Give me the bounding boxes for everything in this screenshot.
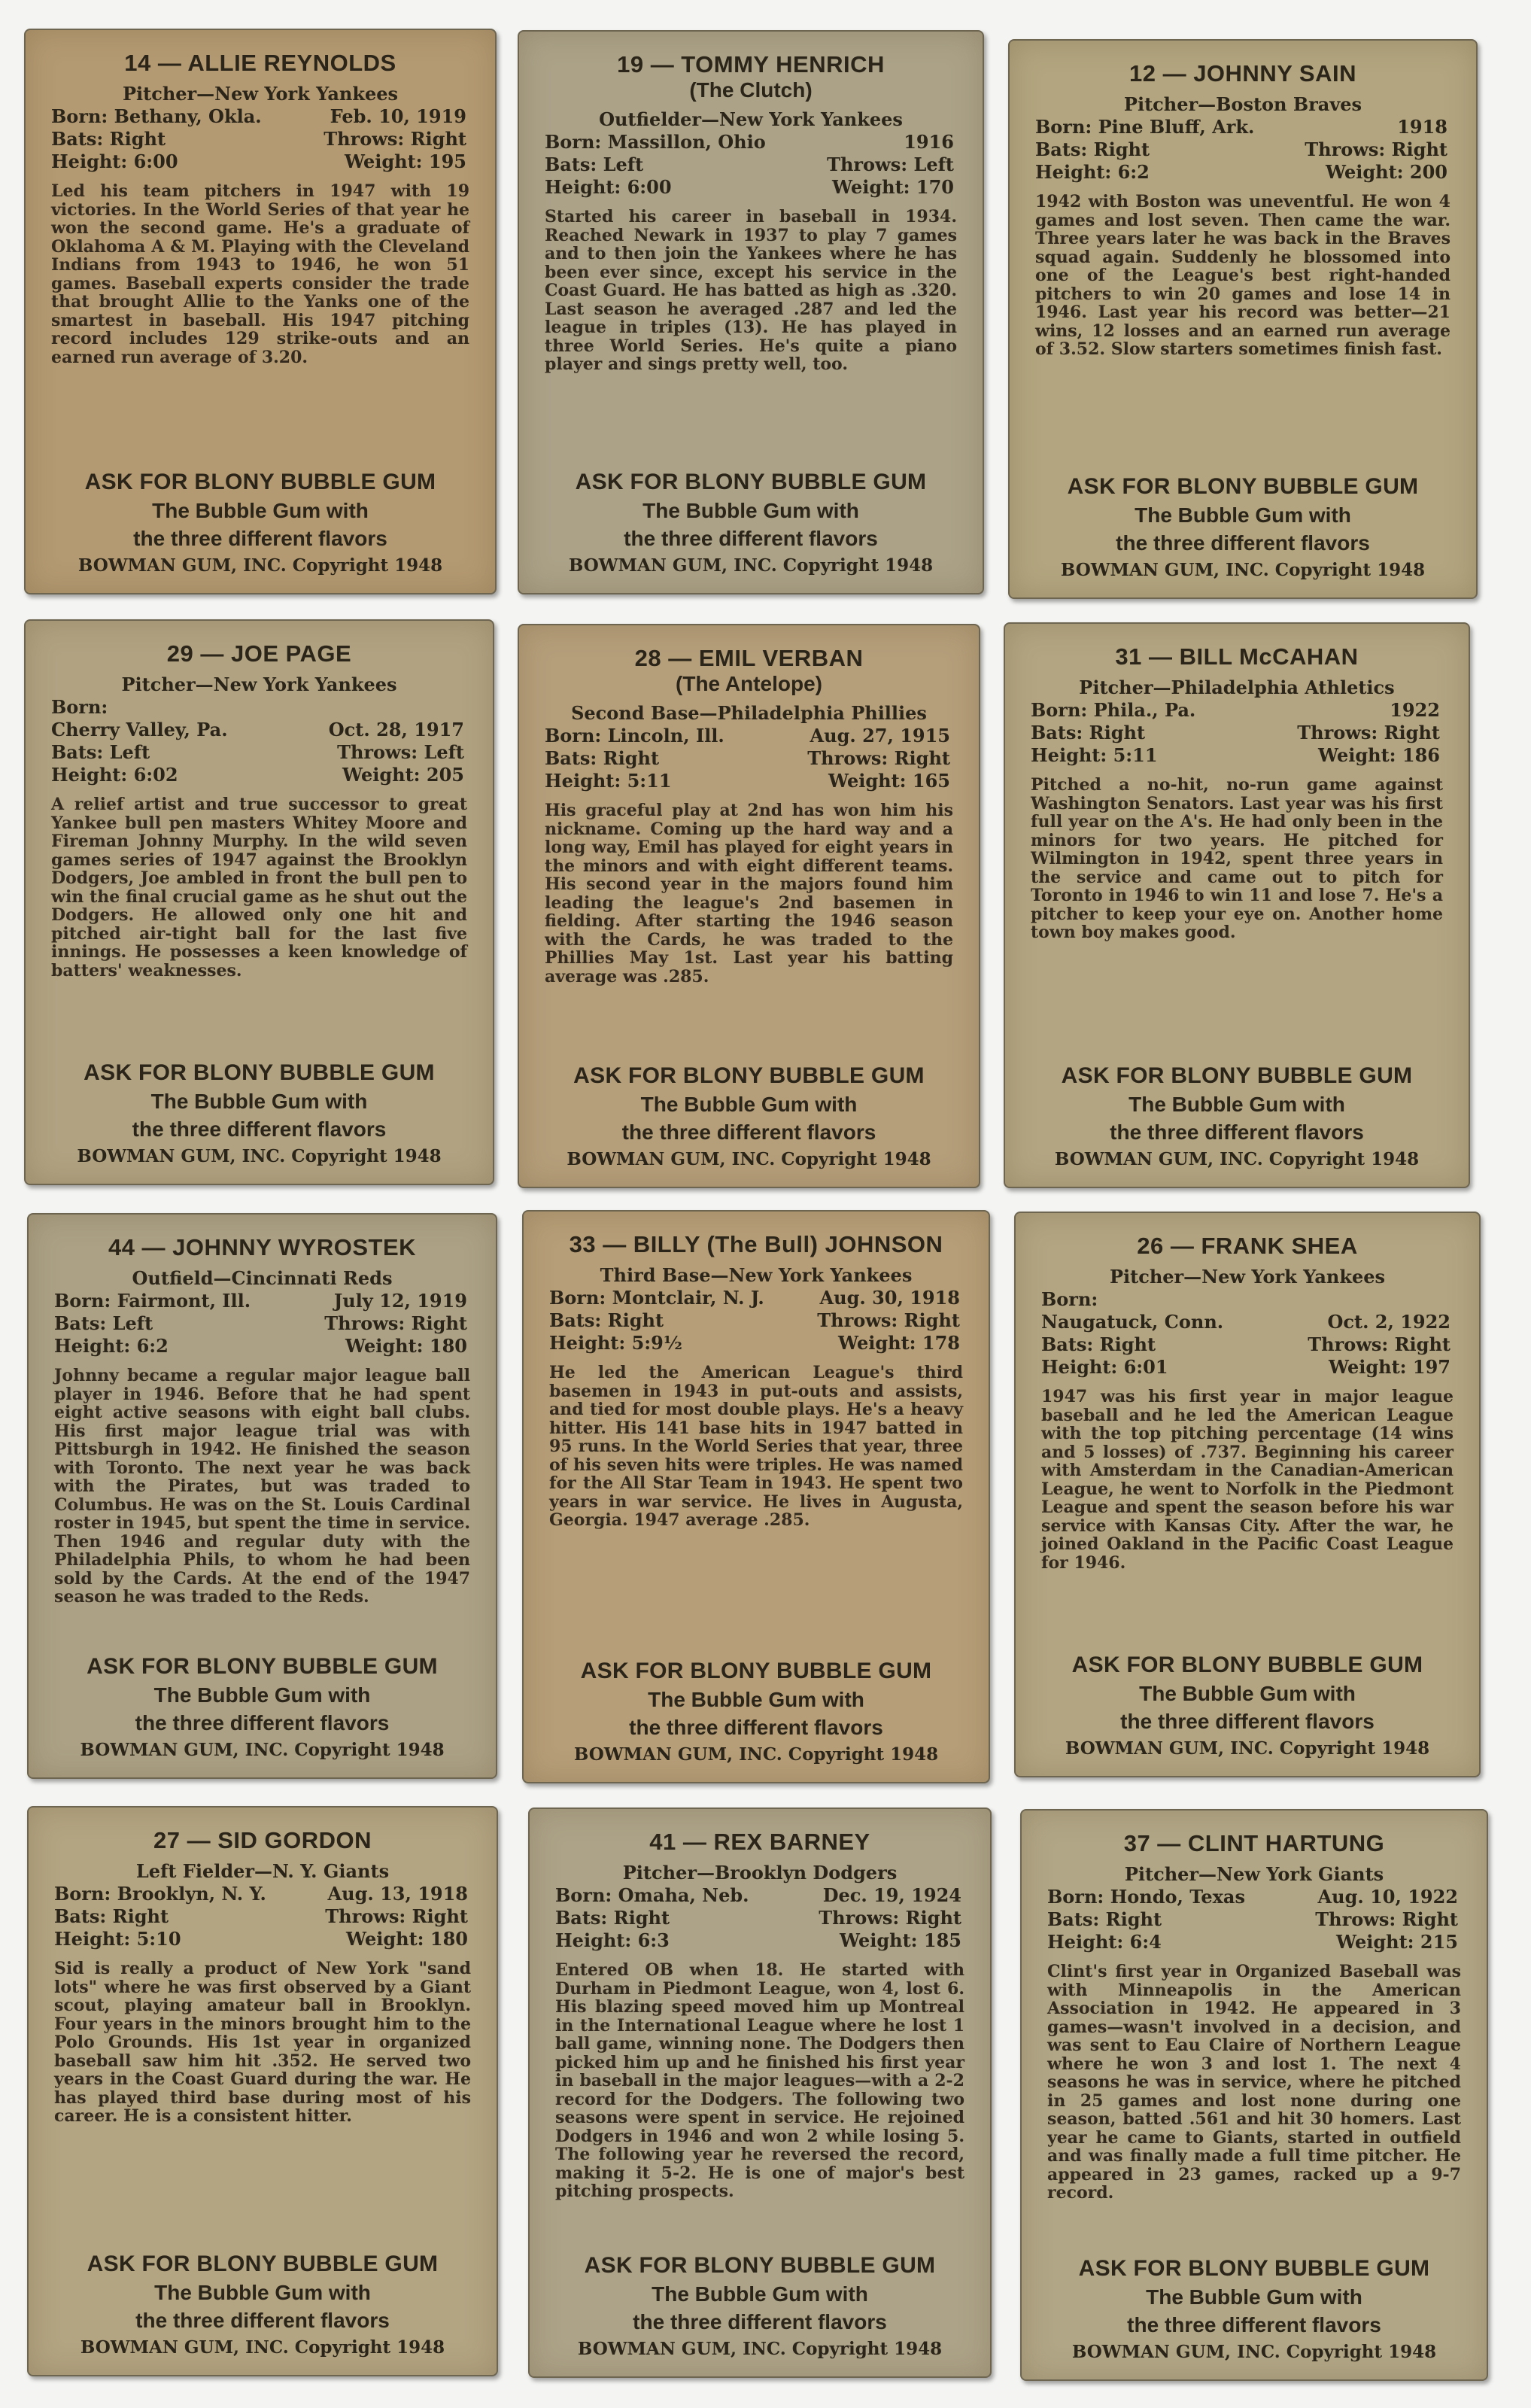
ad-headline: ASK FOR BLONY BUBBLE GUM (84, 470, 436, 494)
height-weight-row (1035, 161, 1451, 184)
born-label: Born: (51, 696, 108, 718)
bats-value: Bats: Right (51, 128, 166, 150)
born-date: 1918 (1397, 116, 1447, 138)
ad-headline: ASK FOR BLONY BUBBLE GUM (584, 2253, 936, 2278)
card-bio: 1947 was his first year in major league baseball and he led the American League with the top pitching percentage (14 wins and 5 losses) of .737. Beginning his career with Amsterdam in the Canadian-American League, he went to Norfolk in the Piedmont League and spent the season before his war service with Kansas City. After the war, he joined Oakland in the Pacific Coast League for 1946. (1041, 1387, 1454, 1573)
height-value: Height: 6:01 (1041, 1356, 1168, 1378)
ad-line-2: the three different flavors (135, 1711, 390, 1735)
weight-value: Weight: 205 (342, 764, 464, 786)
born-row (555, 1884, 964, 1907)
card-nickname: (The Clutch) (689, 78, 813, 102)
card-title: 29 — JOE PAGE (166, 640, 352, 667)
bats-throws-row (1035, 138, 1451, 161)
born-row (54, 1883, 471, 1905)
bats-throws-row (545, 154, 957, 176)
copyright-line: BOWMAN GUM, INC. Copyright 1948 (77, 1146, 442, 1166)
baseball-card-10 (27, 1806, 498, 2376)
height-weight-row (555, 1929, 964, 1952)
height-weight-row (54, 1928, 471, 1950)
throws-value: Throws: Right (817, 1309, 960, 1331)
card-footer (1035, 461, 1451, 582)
born-row (1031, 699, 1443, 722)
height-weight-row (549, 1332, 963, 1354)
height-value: Height: 5:11 (1031, 744, 1158, 766)
born-date: Dec. 19, 1924 (822, 1884, 961, 1906)
height-value: Height: 6:00 (51, 150, 178, 172)
ad-line-1: The Bubble Gum with (1139, 1682, 1356, 1705)
born-row (51, 105, 469, 128)
throws-value: Throws: Right (1308, 1333, 1451, 1355)
weight-value: Weight: 165 (828, 770, 950, 792)
card-bio: Sid is really a product of New York "sand lots" where he was first observed by a Giant scout, playing amateur ball in Brooklyn. Four years in the minors brought him to the Polo Grounds. His 1st year in organized baseball saw him hit .352. He served two years in the Coast Guard during the war. He has played third base during most of his career. He is a consistent hitter. (54, 1959, 471, 2126)
card-bio: His graceful play at 2nd has won him his nickname. Coming up the hard way and a long way, Emil has played for eight years in the minors and with eight different teams. His second year in the majors found him leading the league's 2nd basemen in fielding. After starting the 1946 season with the Cards, he was traded to the Phillies May 1st. Last year his batting average was .285. (545, 801, 953, 987)
card-title: 44 — JOHNNY WYROSTEK (108, 1234, 417, 1260)
copyright-line: BOWMAN GUM, INC. Copyright 1948 (1071, 2342, 1437, 2362)
card-footer (54, 1640, 470, 1762)
born-date: Oct. 2, 1922 (1327, 1311, 1451, 1333)
ad-line-1: The Bubble Gum with (152, 499, 369, 522)
ad-headline: ASK FOR BLONY BUBBLE GUM (87, 2251, 439, 2276)
height-value: Height: 5:11 (545, 770, 672, 792)
copyright-line: BOWMAN GUM, INC. Copyright 1948 (1065, 1738, 1430, 1759)
weight-value: Weight: 170 (831, 176, 954, 198)
height-value: Height: 6:2 (1035, 161, 1150, 183)
throws-value: Throws: Left (337, 741, 464, 763)
bats-throws-row (1047, 1908, 1461, 1931)
height-weight-row (51, 764, 467, 786)
height-weight-row (1047, 1931, 1461, 1953)
born-date: Aug. 10, 1922 (1317, 1886, 1458, 1908)
height-value: Height: 5:9½ (549, 1332, 682, 1354)
copyright-line: BOWMAN GUM, INC. Copyright 1948 (1060, 560, 1426, 580)
card-title: 31 — BILL McCAHAN (1115, 643, 1359, 670)
born-date: Feb. 10, 1919 (330, 105, 466, 127)
copyright-line: BOWMAN GUM, INC. Copyright 1948 (1054, 1149, 1420, 1169)
throws-value: Throws: Left (827, 154, 954, 175)
card-bio: Clint's first year in Organized Baseball was with Minneapolis in the American Association in 1942. He appeared in 3 games—wasn't involved in a decision, and was sent to Eau Claire of Northern League where he won 3 and lost 1. The next 4 seasons he was in service, where he pitched in 25 games and lost none during one season, batted .561 and hit 30 homers. Last year he came to Giants, started in outfield and was finally made a full time pitcher. He appeared in 23 games, racked up a 9-7 record. (1047, 1962, 1461, 2203)
weight-value: Weight: 200 (1325, 161, 1447, 183)
baseball-card-6 (1004, 622, 1470, 1188)
card-bio: Johnny became a regular major league ball player in 1946. Before that he had spent eight active seasons with eight ball clubs. His first major league trial was with Pittsburgh in 1942. He finished the season with Toronto. The next year he was back with the Pirates, but was traded to Columbus. He was on the St. Louis Cardinal roster in 1945, but spent the time in service. Then 1946 and regular duty with the Philadelphia Phils, to whom he had been sold by the Cards. At the end of the 1947 season he was traded to the Reds. (54, 1366, 470, 1607)
born-place: Naugatuck, Conn. (1041, 1311, 1224, 1333)
height-value: Height: 6:02 (51, 764, 178, 786)
ad-line-2: the three different flavors (624, 527, 878, 550)
ad-headline: ASK FOR BLONY BUBBLE GUM (1067, 474, 1419, 499)
height-value: Height: 6:3 (555, 1929, 670, 1951)
born-place: Born: Phila., Pa. (1031, 699, 1196, 721)
bats-value: Bats: Right (1047, 1908, 1162, 1930)
throws-value: Throws: Right (807, 747, 950, 769)
bats-throws-row (51, 128, 469, 150)
throws-value: Throws: Right (819, 1907, 961, 1929)
card-position: Pitcher—Brooklyn Dodgers (622, 1862, 898, 1884)
ad-line-2: the three different flavors (1116, 531, 1370, 555)
born-date: July 12, 1919 (333, 1290, 467, 1312)
weight-value: Weight: 185 (839, 1929, 961, 1951)
born-place: Born: Montclair, N. J. (549, 1287, 764, 1309)
card-title: 14 — ALLIE REYNOLDS (124, 50, 396, 76)
card-nickname: (The Antelope) (676, 672, 822, 695)
bats-throws-row (549, 1309, 963, 1332)
card-footer (545, 1050, 953, 1172)
card-title: 27 — SID GORDON (153, 1827, 372, 1853)
height-value: Height: 6:4 (1047, 1931, 1162, 1953)
height-weight-row (1041, 1356, 1454, 1379)
height-weight-row (545, 770, 953, 792)
ad-line-1: The Bubble Gum with (1146, 2285, 1362, 2309)
born-date: Aug. 27, 1915 (810, 725, 950, 746)
weight-value: Weight: 180 (345, 1928, 468, 1950)
card-footer (545, 456, 957, 578)
ad-headline: ASK FOR BLONY BUBBLE GUM (84, 1060, 435, 1085)
card-position: Pitcher—New York Yankees (121, 673, 397, 695)
born-place: Born: Pine Bluff, Ark. (1035, 116, 1255, 138)
ad-line-2: the three different flavors (132, 1117, 387, 1141)
born-date: 1922 (1390, 699, 1440, 721)
bats-throws-row (54, 1905, 471, 1928)
born-row (1047, 1886, 1461, 1908)
ad-line-1: The Bubble Gum with (153, 1683, 371, 1707)
bats-throws-row (1041, 1333, 1454, 1356)
ad-headline: ASK FOR BLONY BUBBLE GUM (1061, 1063, 1413, 1088)
ad-line-2: the three different flavors (1110, 1120, 1364, 1144)
throws-value: Throws: Right (1297, 722, 1440, 743)
height-weight-row (1031, 744, 1443, 767)
ad-headline: ASK FOR BLONY BUBBLE GUM (1078, 2256, 1430, 2281)
bats-value: Bats: Right (1031, 722, 1146, 743)
born-label: Born: (1041, 1288, 1098, 1310)
card-title: 37 — CLINT HARTUNG (1123, 1830, 1385, 1856)
height-weight-row (51, 150, 469, 173)
born-place: Born: Bethany, Okla. (51, 105, 262, 127)
baseball-card-9 (1014, 1212, 1481, 1777)
ad-line-2: the three different flavors (133, 527, 387, 550)
ad-line-1: The Bubble Gum with (640, 1093, 858, 1116)
ad-headline: ASK FOR BLONY BUBBLE GUM (573, 1063, 925, 1088)
baseball-card-11 (528, 1808, 992, 2378)
born-date: Aug. 30, 1918 (819, 1287, 960, 1309)
card-bio: Entered OB when 18. He started with Durham in Piedmont League, won 4, lost 6. His blazing speed moved him up Montreal in the International League where he lost 1 ball game, winning none. The Dodgers then picked him up and he finished his first year in baseball in the major leagues—with a 2-2 record for the Dodgers. The following two seasons were spent in service. He rejoined Dodgers in 1946 and won 2 while losing 5. The following year he reversed the record, making it 5-2. He is one of major's best pitching prospects. (555, 1960, 964, 2201)
baseball-card-7 (27, 1213, 497, 1779)
height-value: Height: 6:2 (54, 1335, 169, 1357)
weight-value: Weight: 178 (837, 1332, 960, 1354)
card-position: Pitcher—New York Giants (1124, 1863, 1384, 1885)
ad-headline: ASK FOR BLONY BUBBLE GUM (580, 1659, 932, 1683)
born-row (1041, 1311, 1454, 1333)
bats-value: Bats: Right (1035, 138, 1150, 160)
copyright-line: BOWMAN GUM, INC. Copyright 1948 (77, 555, 443, 576)
card-footer (51, 1047, 467, 1169)
card-title: 19 — TOMMY HENRICH (617, 51, 885, 78)
born-row (51, 719, 467, 741)
bats-throws-row (1031, 722, 1443, 744)
copyright-line: BOWMAN GUM, INC. Copyright 1948 (573, 1744, 939, 1765)
born-place: Born: Brooklyn, N. Y. (54, 1883, 266, 1905)
bats-value: Bats: Right (1041, 1333, 1156, 1355)
ad-headline: ASK FOR BLONY BUBBLE GUM (575, 470, 927, 494)
ad-line-1: The Bubble Gum with (642, 499, 859, 522)
card-bio: 1942 with Boston was uneventful. He won 4 games and lost seven. Then came the war. Three years later he was back in the Braves squad again. Suddenly he blossomed into one of the League's best right-handed pitchers to win 20 games and lose 14 in 1946. Last year his record was better—21 wins, 12 losses and an earned run average of 3.52. Slow starters sometimes finish fast. (1035, 192, 1451, 359)
bats-throws-row (555, 1907, 964, 1929)
ad-line-1: The Bubble Gum with (652, 2282, 868, 2306)
ad-line-1: The Bubble Gum with (648, 1688, 864, 1711)
card-position: Left Fielder—N. Y. Giants (135, 1860, 390, 1882)
ad-line-2: the three different flavors (629, 1716, 883, 1739)
card-position: Outfielder—New York Yankees (599, 108, 903, 130)
born-row (549, 1287, 963, 1309)
height-value: Height: 5:10 (54, 1928, 181, 1950)
bats-value: Bats: Right (555, 1907, 670, 1929)
card-bio: Started his career in baseball in 1934. Reached Newark in 1937 to play 7 games and to then join the Yankees where he has been ever since, except his service in the Coast Guard. He has batted as high as .320. Last season he averaged .287 and led the league in triples (13). He has played in three World Series. He's quite a piano player and sings pretty well, too. (545, 207, 957, 374)
ad-line-2: the three different flavors (633, 2310, 887, 2334)
ad-line-2: the three different flavors (621, 1120, 876, 1144)
bats-value: Bats: Right (549, 1309, 664, 1331)
baseball-card-5 (518, 624, 980, 1188)
baseball-card-8 (522, 1210, 990, 1783)
card-position: Pitcher—New York Yankees (122, 83, 399, 105)
card-bio: A relief artist and true successor to great Yankee bull pen masters Whitey Moore and Fireman Johnny Murphy. In the wild seven games series of 1947 against the Brooklyn Dodgers, Joe ambled in front the bull pen to win the final crucial game as he shut out the Dodgers. He allowed only one hit and pitched air-tight ball for the last five innings. He possesses a keen knowledge of batters' weaknesses. (51, 795, 467, 981)
weight-value: Weight: 215 (1335, 1931, 1458, 1953)
born-place: Cherry Valley, Pa. (51, 719, 228, 740)
weight-value: Weight: 180 (345, 1335, 467, 1357)
baseball-card-2 (518, 30, 984, 594)
born-date: Aug. 13, 1918 (327, 1883, 468, 1905)
bats-throws-row (54, 1312, 470, 1335)
baseball-card-1 (24, 29, 497, 594)
copyright-line: BOWMAN GUM, INC. Copyright 1948 (568, 555, 934, 576)
card-bio: Pitched a no-hit, no-run game against Washington Senators. Last year was his first full year on the A's. He had only been in the minors for two years. He pitched for Wilmington in 1942, spent three years in the service and came out to pitch for Toronto in 1946 to win 11 and lose 7. He's a pitcher to keep your eye on. Another home town boy makes good. (1031, 775, 1443, 942)
ad-line-1: The Bubble Gum with (154, 2281, 371, 2304)
born-place: Born: Omaha, Neb. (555, 1884, 749, 1906)
ad-headline: ASK FOR BLONY BUBBLE GUM (87, 1654, 438, 1679)
weight-value: Weight: 195 (344, 150, 466, 172)
ad-line-1: The Bubble Gum with (1129, 1093, 1345, 1116)
ad-line-2: the three different flavors (1127, 2313, 1381, 2337)
ad-line-2: the three different flavors (1120, 1710, 1375, 1733)
bats-throws-row (51, 741, 467, 764)
height-value: Height: 6:00 (545, 176, 672, 198)
copyright-line: BOWMAN GUM, INC. Copyright 1948 (80, 1740, 445, 1760)
born-place: Born: Fairmont, Ill. (54, 1290, 251, 1312)
throws-value: Throws: Right (1315, 1908, 1458, 1930)
card-title: 26 — FRANK SHEA (1137, 1233, 1358, 1259)
height-weight-row (54, 1335, 470, 1358)
card-position: Pitcher—New York Yankees (1109, 1266, 1386, 1288)
born-place: Born: Lincoln, Ill. (545, 725, 724, 746)
card-bio: Led his team pitchers in 1947 with 19 victories. In the World Series of that year he won the second game. He's a graduate of Oklahoma A & M. Playing with the Cleveland Indians from 1943 to 1946, he won 51 games. Baseball experts consider the trade that brought Allie to the Yanks one of the smartest in baseball. His 1947 pitching record includes 129 strike-outs and an earned run average of 3.20. (51, 181, 469, 367)
bats-value: Bats: Left (545, 154, 644, 175)
bats-value: Bats: Left (51, 741, 150, 763)
copyright-line: BOWMAN GUM, INC. Copyright 1948 (577, 2339, 943, 2359)
card-footer (1041, 1639, 1454, 1761)
born-row (54, 1290, 470, 1312)
weight-value: Weight: 197 (1328, 1356, 1451, 1378)
card-footer (54, 2238, 471, 2360)
card-position: Outfield—Cincinnati Reds (132, 1267, 393, 1289)
ad-headline: ASK FOR BLONY BUBBLE GUM (1071, 1652, 1423, 1677)
card-title: 12 — JOHNNY SAIN (1129, 60, 1356, 87)
ad-line-1: The Bubble Gum with (150, 1090, 368, 1113)
born-row (1035, 116, 1451, 138)
bats-value: Bats: Right (54, 1905, 169, 1927)
ad-line-2: the three different flavors (135, 2309, 390, 2332)
card-footer (549, 1645, 963, 1767)
card-footer (51, 456, 469, 578)
bats-throws-row (545, 747, 953, 770)
ad-line-1: The Bubble Gum with (1135, 503, 1351, 527)
born-date: 1916 (904, 131, 954, 153)
born-place: Born: Hondo, Texas (1047, 1886, 1245, 1908)
throws-value: Throws: Right (1305, 138, 1447, 160)
baseball-card-3 (1008, 39, 1478, 599)
born-row (545, 131, 957, 154)
born-date: Oct. 28, 1917 (328, 719, 464, 740)
card-title: 41 — REX BARNEY (649, 1829, 870, 1855)
throws-value: Throws: Right (324, 1312, 467, 1334)
height-weight-row (545, 176, 957, 199)
card-title: 33 — BILLY (The Bull) JOHNSON (569, 1231, 943, 1257)
card-bio: He led the American League's third basemen in 1943 in put-outs and assists, and tied for most double plays. He's a heavy hitter. His 141 base hits in 1947 batted in 95 runs. In the World Series that year, three of his seven hits were triples. He was named for the All Star Team in 1943. He spent two years in war service. He lives in Augusta, Georgia. 1947 average .285. (549, 1363, 963, 1530)
born-place: Born: Massillon, Ohio (545, 131, 766, 153)
card-position: Second Base—Philadelphia Phillies (571, 702, 927, 724)
card-position: Pitcher—Boston Braves (1123, 93, 1362, 115)
card-position: Third Base—New York Yankees (600, 1264, 913, 1286)
bats-value: Bats: Right (545, 747, 660, 769)
card-footer (555, 2239, 964, 2361)
baseball-card-12 (1020, 1809, 1488, 2381)
card-position: Pitcher—Philadelphia Athletics (1079, 676, 1395, 698)
weight-value: Weight: 186 (1317, 744, 1440, 766)
throws-value: Throws: Right (325, 1905, 468, 1927)
copyright-line: BOWMAN GUM, INC. Copyright 1948 (80, 2337, 445, 2358)
bats-value: Bats: Left (54, 1312, 153, 1334)
copyright-line: BOWMAN GUM, INC. Copyright 1948 (567, 1149, 931, 1169)
born-row (545, 725, 953, 747)
card-footer (1031, 1050, 1443, 1172)
baseball-card-4 (24, 619, 494, 1185)
card-title: 28 — EMIL VERBAN (634, 645, 864, 671)
card-footer (1047, 2242, 1461, 2364)
throws-value: Throws: Right (324, 128, 466, 150)
